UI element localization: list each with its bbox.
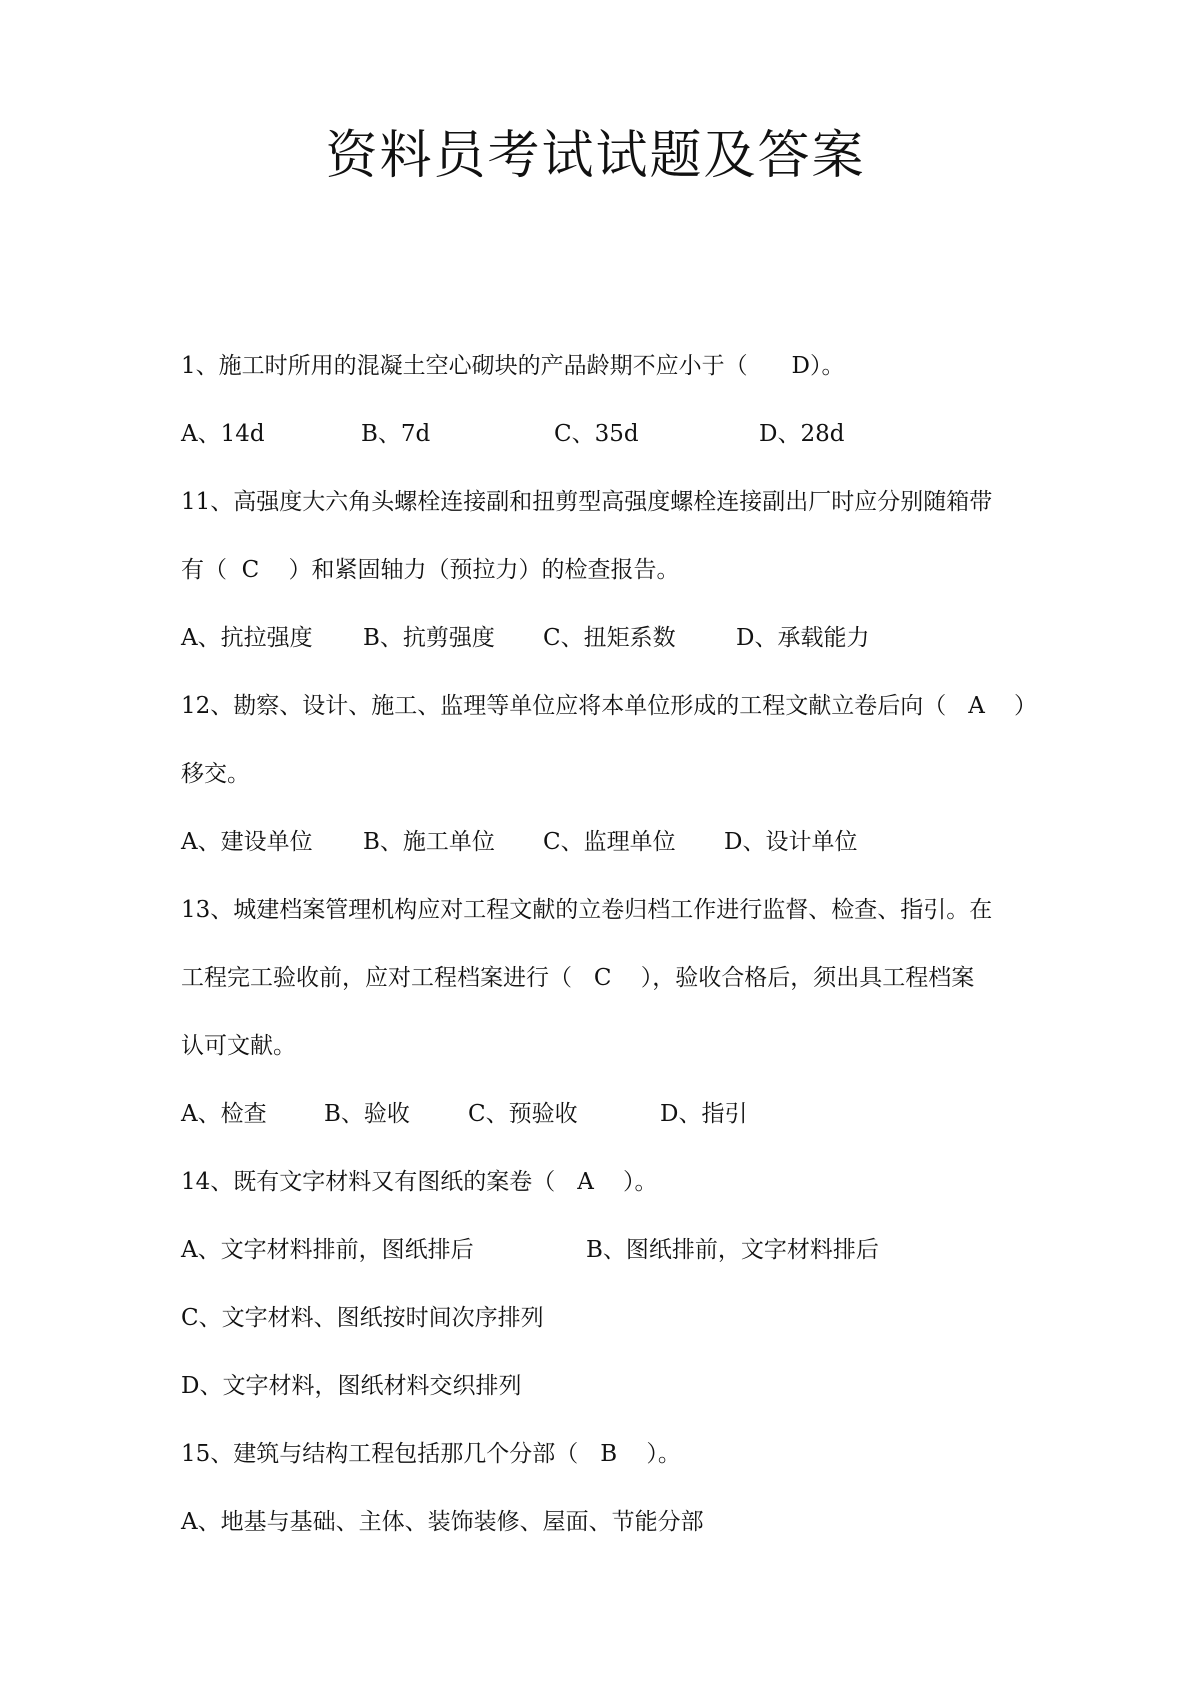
question-1-option-b: B、7d: [361, 421, 431, 447]
question-12-option-d: D、设计单位: [724, 829, 858, 855]
question-13-options: [181, 1096, 981, 1132]
document-title: 资料员考试试题及答案: [325, 126, 866, 186]
question-11-option-b: B、抗剪强度: [363, 625, 495, 651]
question-11-stem-line-1: 11、高强度大六角头螺栓连接副和扭剪型高强度螺栓连接副出厂时应分别随箱带: [181, 489, 993, 515]
question-13-stem-line-1: 13、城建档案管理机构应对工程文献的立卷归档工作进行监督、检查、指引。在: [181, 897, 993, 923]
question-13-stem-line-3: 认可文献。: [181, 1033, 296, 1059]
question-12-stem-line-2: 移交。: [181, 761, 250, 787]
question-12-options: [181, 824, 981, 860]
question-11-option-c: C、扭矩系数: [543, 625, 676, 651]
question-1-option-d: D、28d: [759, 421, 845, 447]
question-15-stem: 15、建筑与结构工程包括那几个分部（ B ）。: [181, 1441, 681, 1467]
question-1-stem: 1、施工时所用的混凝土空心砌块的产品龄期不应小于（ D）。: [181, 353, 845, 379]
question-14-option-a: A、文字材料排前，图纸排后: [181, 1237, 474, 1263]
question-13-option-c: C、预验收: [468, 1101, 578, 1127]
question-11-stem-line-2: 有（ C ）和紧固轴力（预拉力）的检查报告。: [181, 557, 680, 583]
question-14-option-c: C、文字材料、图纸按时间次序排列: [181, 1305, 544, 1331]
question-14-option-d: D、文字材料，图纸材料交织排列: [181, 1373, 522, 1399]
question-13-option-b: B、验收: [324, 1101, 410, 1127]
question-13-option-d: D、指引: [660, 1101, 748, 1127]
question-1-options: [181, 416, 981, 452]
question-12-option-c: C、监理单位: [543, 829, 676, 855]
question-1-option-a: A、14d: [181, 421, 265, 447]
question-15-option-a: A、地基与基础、主体、装饰装修、屋面、节能分部: [181, 1509, 704, 1535]
question-11-option-d: D、承载能力: [736, 625, 870, 651]
question-13-stem-line-2: 工程完工验收前，应对工程档案进行（ C ），验收合格后，须出具工程档案: [181, 965, 975, 991]
question-14-stem: 14、既有文字材料又有图纸的案卷（ A ）。: [181, 1169, 658, 1195]
question-14-option-b: B、图纸排前，文字材料排后: [586, 1237, 879, 1263]
question-12-option-b: B、施工单位: [363, 829, 495, 855]
question-11-options: [181, 620, 981, 656]
question-11-option-a: A、抗拉强度: [181, 625, 313, 651]
question-12-option-a: A、建设单位: [181, 829, 313, 855]
question-12-stem-line-1: 12、勘察、设计、施工、监理等单位应将本单位形成的工程文献立卷后向（ A ）: [181, 693, 1038, 719]
question-1-option-c: C、35d: [554, 421, 639, 447]
question-13-option-a: A、检查: [181, 1101, 267, 1127]
question-14-options-row: [181, 1232, 981, 1268]
